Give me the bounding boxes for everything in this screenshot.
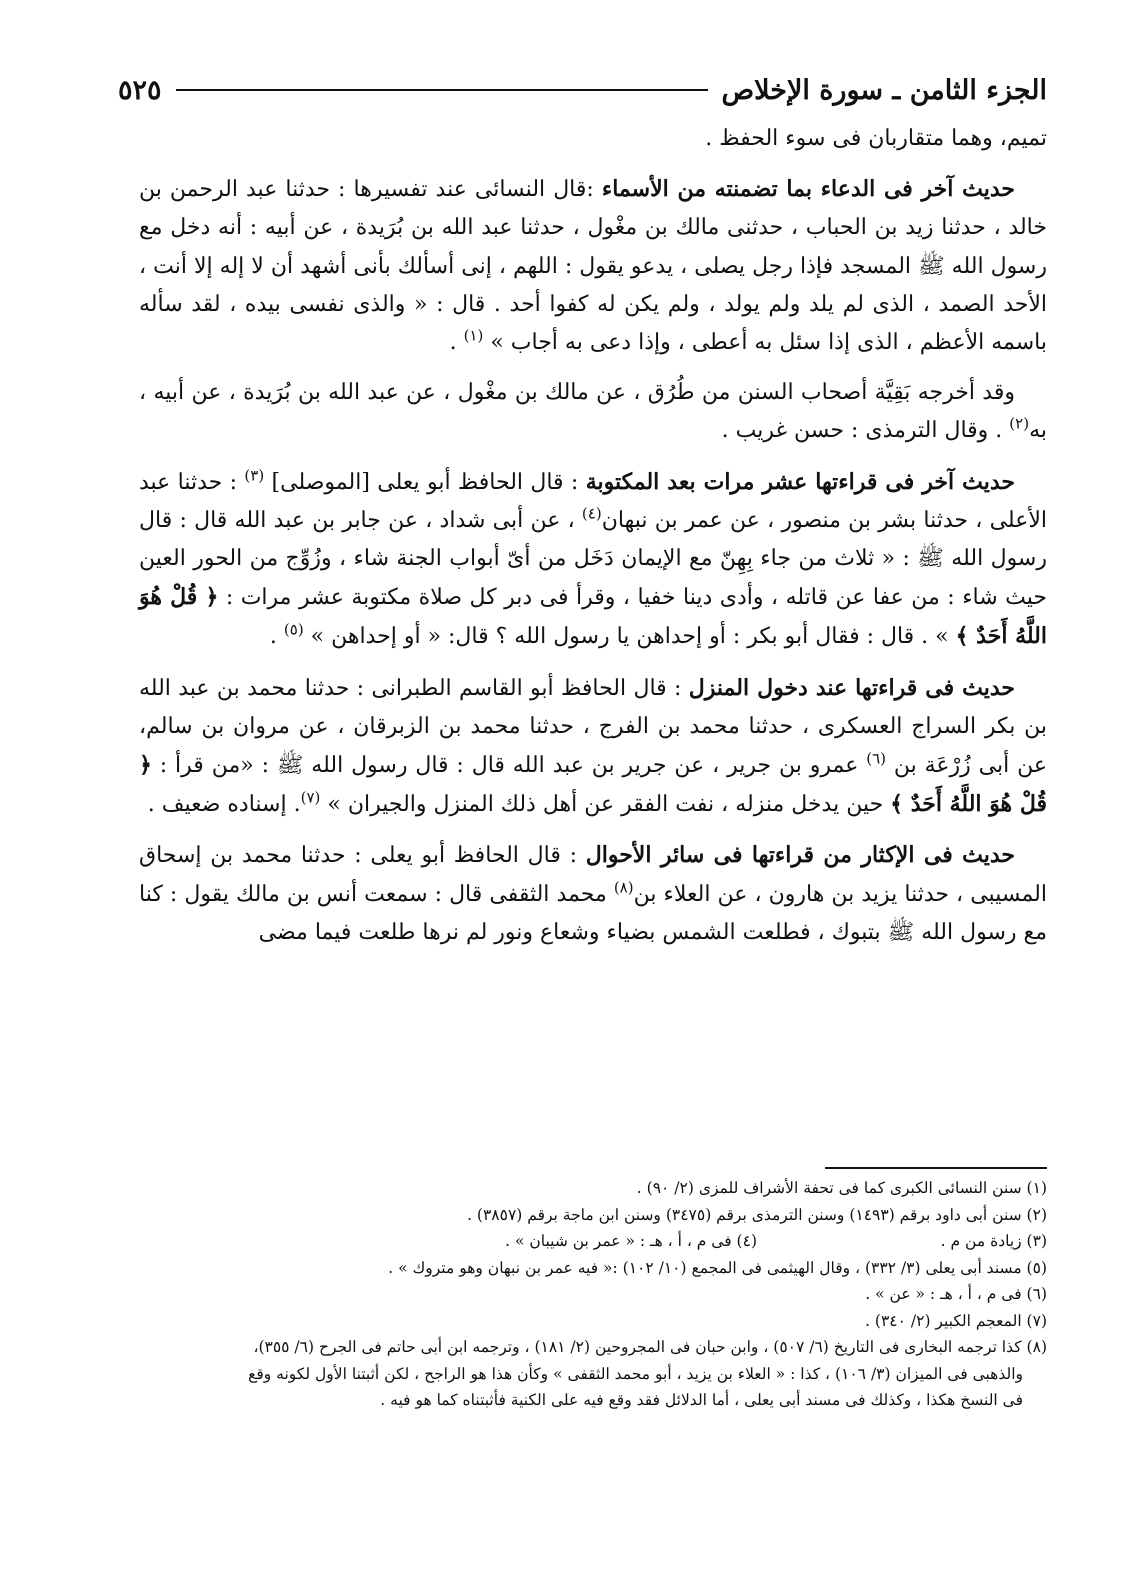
paragraph-text: » . قال : فقال أبو بكر : أو إحداهن يا رسول الله ؟ قال: « أو إحداهن » (310, 624, 956, 650)
paragraph-6 (139, 836, 1047, 952)
paragraph-text: تميم، وهما متقاربان فى سوء الحفظ . (705, 126, 1047, 151)
footnote-ref: (٦) (866, 749, 886, 768)
footnote-ref: (٧) (300, 788, 321, 807)
footnote-row (139, 1228, 1047, 1255)
running-header (118, 70, 1047, 110)
paragraph-5 (139, 669, 1047, 825)
footnote-6: (٦) فى م ، أ ، هـ : « عن » . (865, 1285, 1047, 1303)
footnote-ref: (٥) (283, 621, 304, 640)
footnote-4: (٤) فى م ، أ ، هـ : « عمر بن شيبان » . (505, 1232, 757, 1250)
paragraph-1 (139, 120, 1047, 158)
footnotes (139, 1175, 1047, 1414)
header-title: الجزء الثامن ـ سورة الإخلاص (721, 74, 1047, 106)
paragraph-text: : حدثنا عبد الأعلى ، حدثنا بشر بن منصور ، عن عمر بن نبهان (139, 469, 1047, 533)
paragraph-3 (139, 374, 1047, 450)
header-rule (176, 89, 708, 91)
paragraph-2 (139, 170, 1047, 362)
footnote-ref: (١) (463, 326, 484, 345)
section-heading: حديث فى الإكثار من قراءتها فى سائر الأحوال (585, 842, 1015, 869)
quran-verse: ﴿ قُلْ هُوَ اللَّهُ أَحَدٌ ﴾ (139, 752, 1047, 818)
footnote-8-continued: فى النسخ هكذا ، وكذلك فى مسند أبى يعلى ، أما الدلائل فقد وقع فيه على الكنية فأثبتناه كما هو فيه . (380, 1391, 1023, 1409)
paragraph-text: . وقال الترمذى : حسن غريب . (721, 418, 1010, 444)
footnote-5: (٥) مسند أبى يعلى (٣/ ٣٣٢) ، وقال الهيثمى فى المجمع (١٠/ ١٠٢) :« فيه عمر بن نبهان وهو متروك » . (388, 1258, 1047, 1277)
quran-verse: ﴿ قُلْ هُوَ اللَّهُ أَحَدٌ ﴾ (139, 584, 1047, 650)
paragraph-text: : قال الحافظ أبو يعلى [الموصلى] (271, 469, 586, 495)
page-number: ٥٢٥ (118, 74, 162, 106)
footnote-1: (١) سنن النسائى الكبرى كما فى تحفة الأشراف للمزى (٢/ ٩٠) . (636, 1179, 1047, 1197)
paragraph-4 (139, 463, 1047, 657)
footnote-3: (٣) زيادة من م . (940, 1232, 1047, 1250)
section-heading: حديث آخر فى الدعاء بما تضمنته من الأسماء (601, 176, 1015, 203)
footnote-ref: (٤) (581, 504, 602, 523)
footnote-ref: (٨) (613, 878, 634, 897)
footnote-2: (٢) سنن أبى داود برقم (١٤٩٣) وسنن الترمذى برقم (٣٤٧٥) وسنن ابن ماجة برقم (٣٨٥٧) . (467, 1205, 1047, 1224)
paragraph-text: : قال الحافظ أبو القاسم الطبرانى : حدثنا محمد بن عبد الله بن بكر السراج العسكرى ، حدثنا محمد بن الفرج ، حدثنا محمد بن الزبرقان ، عن مروان بن سالم، عن أبى زُرْعَة بن (139, 675, 1048, 779)
paragraph-text: ، عن أبى شداد ، عن جابر بن عبد الله قال : قال رسول الله ﷺ : « ثلاث من جاء بِهِنّ مع الإيمان دَخَل من أىّ أبواب الجنة شاء ، وزُوِّج من الحور العين حيث شاء : من عفا عن قاتله ، وأدى دينا خفيا ، وقرأ فى دبر كل صلاة مكتوبة عشر مرات : (139, 507, 1047, 611)
paragraph-text: حين يدخل منزله ، نفت الفقر عن أهل ذلك المنزل والجيران » (327, 792, 891, 818)
paragraph-text: . (449, 330, 464, 356)
footnote-7: (٧) المعجم الكبير (٢/ ٣٤٠) . (865, 1311, 1047, 1330)
paragraph-text: : قال الحافظ أبو يعلى : حدثنا محمد بن إسحاق المسيبى ، حدثنا يزيد بن هارون ، عن العلاء بن (139, 843, 1047, 907)
paragraph-text: . (269, 624, 284, 650)
section-heading: حديث فى قراءتها عند دخول المنزل (688, 674, 1015, 701)
footnote-8: (٨) كذا ترجمه البخارى فى التاريخ (٦/ ٥٠٧) ، وابن حبان فى المجروحين (٢/ ١٨١) ، وترجمه ابن أبى حاتم فى الجرح (٦/ ٣٥٥)، (253, 1338, 1047, 1356)
paragraph-text: :قال النسائى عند تفسيرها : حدثنا عبد الرحمن بن خالد ، حدثنا زيد بن الحباب ، حدثنى مالك بن مغْول ، حدثنا عبد الله بن بُرَيدة ، عن أبيه : أنه دخل مع رسول الله ﷺ المسجد فإذا رجل يصلى ، يدعو يقول : اللهم ، إنى أسألك بأنى أشهد أن لا إله إلا أنت ، الأحد الصمد ، الذى لم يلد ولم يولد ، ولم يكن له كفوا أحد . قال : « والذى نفسى بيده ، لقد سأله باسمه الأعظم ، الذى إذا سئل به أعطى ، وإذا دعى به أجاب » (139, 177, 1047, 356)
paragraph-text: . إسناده ضعيف . (147, 792, 301, 818)
paragraph-text: وقد أخرجه بَقِيَّة أصحاب السنن من طُرُق ، عن مالك بن مغْول ، عن عبد الله بن بُرَيدة ، عن أبيه ، به (139, 380, 1047, 444)
footnote-ref: (٢) (1009, 415, 1030, 434)
paragraph-text: محمد الثقفى قال : سمعت أنس بن مالك يقول : كنا مع رسول الله ﷺ بتبوك ، فطلعت الشمس بضياء وشعاع ونور لم نرها طلعت فيما مضى (139, 881, 1047, 945)
section-heading: حديث آخر فى قراءتها عشر مرات بعد المكتوبة (585, 468, 1015, 495)
body-text (139, 120, 1047, 964)
footnote-8-continued: والذهبى فى الميزان (٣/ ١٠٦) ، كذا : « العلاء بن يزيد ، أبو محمد الثقفى » وكأن هذا هو الراجح ، لكن أثبتنا الأول لكونه وقع (248, 1364, 1023, 1383)
footnote-separator (825, 1167, 1047, 1169)
footnote-ref: (٣) (244, 466, 265, 485)
paragraph-text: عمرو بن جرير ، عن جرير بن عبد الله قال : قال رسول الله ﷺ : «من قرأ : (151, 753, 867, 779)
